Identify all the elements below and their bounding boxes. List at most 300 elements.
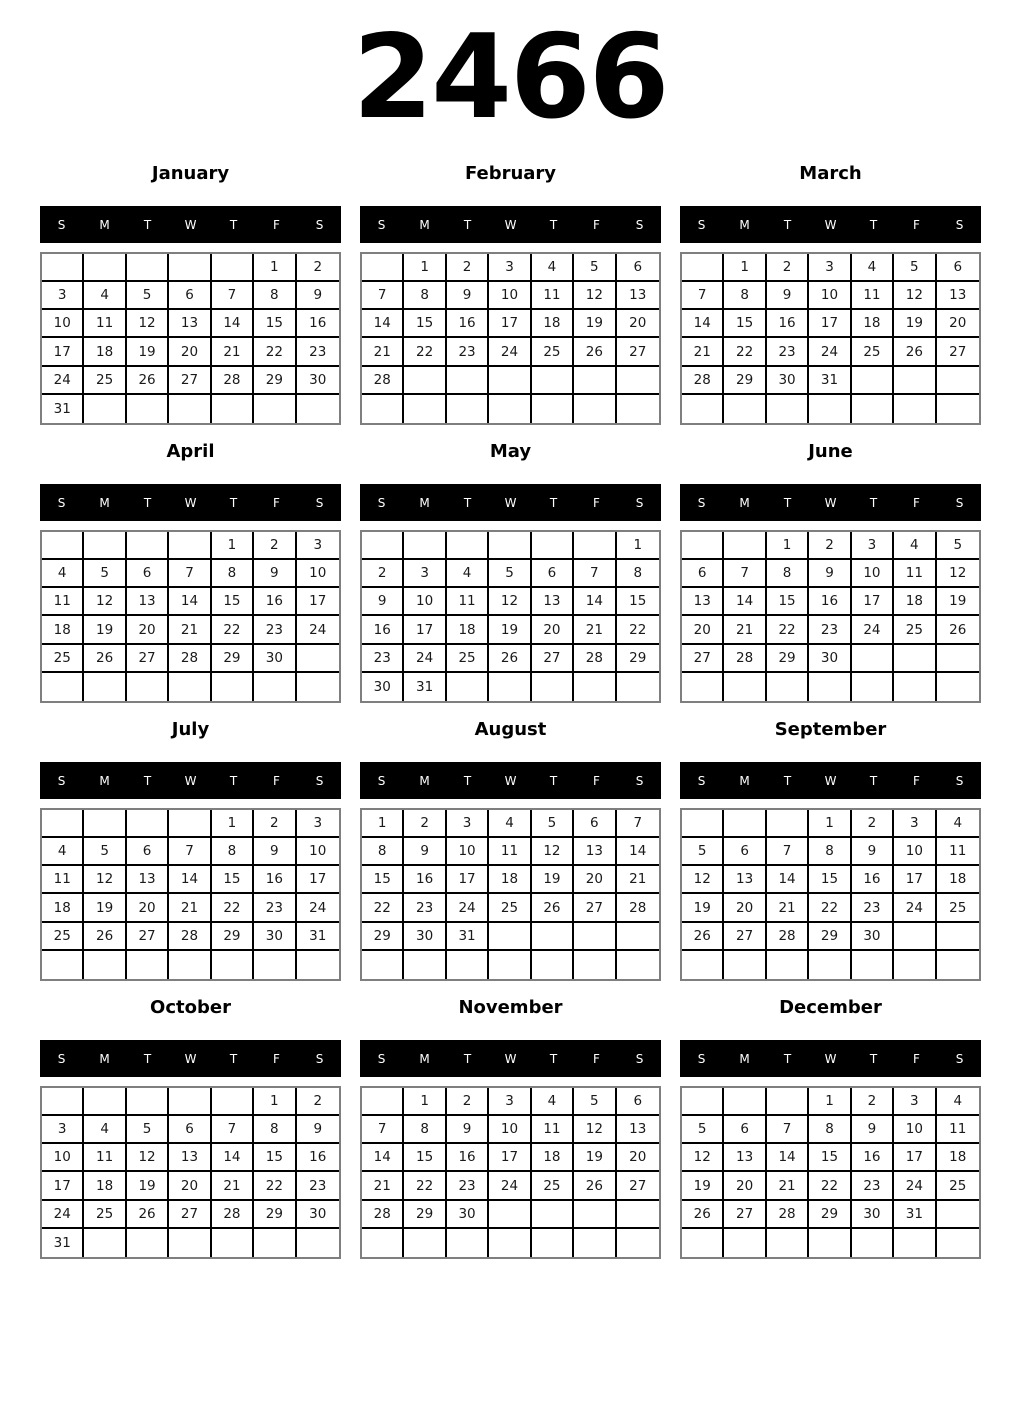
empty-day-cell	[852, 951, 894, 979]
empty-day-cell	[894, 395, 936, 423]
day-cell: 5	[489, 560, 531, 588]
day-cell: 25	[489, 894, 531, 922]
day-cell: 23	[767, 338, 809, 366]
day-cell: 13	[169, 1144, 211, 1172]
day-cell: 30	[767, 367, 809, 395]
empty-day-cell	[297, 673, 339, 701]
day-cell: 20	[169, 1172, 211, 1200]
weekday-label: S	[635, 773, 644, 788]
empty-day-cell	[447, 367, 489, 395]
day-cell: 3	[404, 560, 446, 588]
day-cell: 9	[809, 560, 851, 588]
weekday-label: F	[913, 773, 920, 788]
day-cell: 19	[84, 894, 126, 922]
day-cell: 6	[169, 282, 211, 310]
day-cell: 7	[767, 838, 809, 866]
day-cell: 10	[404, 588, 446, 616]
day-cell: 29	[724, 367, 766, 395]
day-cell: 17	[809, 310, 851, 338]
day-cell: 24	[489, 338, 531, 366]
day-cell: 17	[42, 1172, 84, 1200]
empty-day-cell	[212, 1088, 254, 1116]
weekday-label: W	[184, 1051, 197, 1066]
day-cell: 23	[362, 645, 404, 673]
day-cell: 20	[682, 616, 724, 644]
day-cell: 5	[127, 1116, 169, 1144]
month-block	[360, 989, 661, 1259]
weekday-label: W	[824, 1051, 837, 1066]
empty-day-cell	[852, 1229, 894, 1257]
day-cell: 10	[297, 560, 339, 588]
day-cell: 12	[127, 310, 169, 338]
day-cell: 24	[404, 645, 446, 673]
empty-day-cell	[447, 532, 489, 560]
day-cell: 6	[682, 560, 724, 588]
weekday-label: F	[913, 1051, 920, 1066]
day-cell: 28	[169, 645, 211, 673]
month-title: May	[489, 440, 532, 462]
day-cell: 21	[767, 894, 809, 922]
empty-day-cell	[127, 951, 169, 979]
month-title: August	[474, 718, 547, 740]
day-cell: 22	[254, 1172, 296, 1200]
empty-day-cell	[937, 923, 979, 951]
empty-day-cell	[404, 1229, 446, 1257]
day-cell: 9	[254, 838, 296, 866]
month-block	[360, 155, 661, 425]
day-cell: 21	[617, 866, 659, 894]
day-cell: 3	[489, 1088, 531, 1116]
weekday-label: W	[504, 1051, 517, 1066]
day-cell: 18	[532, 310, 574, 338]
day-cell: 4	[532, 254, 574, 282]
empty-day-cell	[852, 367, 894, 395]
day-cell: 1	[809, 810, 851, 838]
empty-day-cell	[852, 673, 894, 701]
empty-day-cell	[169, 254, 211, 282]
empty-day-cell	[682, 673, 724, 701]
day-cell: 5	[532, 810, 574, 838]
empty-day-cell	[724, 395, 766, 423]
empty-day-cell	[84, 254, 126, 282]
day-cell: 17	[852, 588, 894, 616]
day-cell: 15	[212, 588, 254, 616]
empty-day-cell	[682, 951, 724, 979]
day-cell: 7	[767, 1116, 809, 1144]
empty-day-cell	[169, 532, 211, 560]
day-cell: 24	[894, 1172, 936, 1200]
day-cell: 1	[404, 254, 446, 282]
day-cell: 1	[254, 1088, 296, 1116]
month-grid	[40, 1086, 341, 1259]
day-cell: 13	[617, 282, 659, 310]
day-cell: 22	[767, 616, 809, 644]
day-cell: 29	[404, 1201, 446, 1229]
empty-day-cell	[937, 1201, 979, 1229]
day-cell: 25	[42, 923, 84, 951]
day-cell: 24	[297, 894, 339, 922]
day-cell: 23	[297, 1172, 339, 1200]
day-cell: 1	[724, 254, 766, 282]
day-cell: 9	[852, 838, 894, 866]
weekday-label: T	[143, 773, 152, 788]
day-cell: 16	[809, 588, 851, 616]
month-grid	[40, 808, 341, 981]
day-cell: 3	[894, 810, 936, 838]
weekday-label: M	[419, 217, 430, 232]
day-cell: 18	[532, 1144, 574, 1172]
day-cell: 15	[767, 588, 809, 616]
day-cell: 11	[42, 866, 84, 894]
day-cell: 7	[362, 1116, 404, 1144]
day-cell: 1	[404, 1088, 446, 1116]
day-cell: 23	[297, 338, 339, 366]
empty-day-cell	[532, 1201, 574, 1229]
empty-day-cell	[84, 673, 126, 701]
day-cell: 12	[127, 1144, 169, 1172]
day-cell: 4	[489, 810, 531, 838]
day-cell: 29	[617, 645, 659, 673]
day-cell: 20	[169, 338, 211, 366]
day-cell: 21	[767, 1172, 809, 1200]
day-cell: 11	[894, 560, 936, 588]
day-cell: 18	[84, 1172, 126, 1200]
weekday-label: T	[143, 1051, 152, 1066]
day-cell: 4	[937, 810, 979, 838]
day-cell: 19	[894, 310, 936, 338]
day-cell: 6	[724, 1116, 766, 1144]
day-cell: 11	[84, 1144, 126, 1172]
day-cell: 12	[574, 282, 616, 310]
day-cell: 4	[447, 560, 489, 588]
empty-day-cell	[617, 673, 659, 701]
day-cell: 2	[362, 560, 404, 588]
empty-day-cell	[682, 810, 724, 838]
empty-day-cell	[489, 1229, 531, 1257]
day-cell: 16	[297, 310, 339, 338]
month-block	[680, 989, 981, 1259]
empty-day-cell	[574, 923, 616, 951]
weekday-header-row	[680, 206, 981, 243]
day-cell: 28	[362, 367, 404, 395]
day-cell: 22	[212, 616, 254, 644]
empty-day-cell	[212, 951, 254, 979]
day-cell: 4	[937, 1088, 979, 1116]
empty-day-cell	[169, 810, 211, 838]
day-cell: 17	[894, 866, 936, 894]
weekday-label: F	[273, 773, 280, 788]
weekday-label: S	[377, 217, 386, 232]
day-cell: 2	[447, 254, 489, 282]
empty-day-cell	[127, 254, 169, 282]
day-cell: 1	[212, 810, 254, 838]
day-cell: 6	[617, 254, 659, 282]
weekday-label: S	[57, 495, 66, 510]
day-cell: 20	[574, 866, 616, 894]
empty-day-cell	[84, 1088, 126, 1116]
day-cell: 27	[724, 923, 766, 951]
month-title: January	[151, 162, 230, 184]
empty-day-cell	[489, 923, 531, 951]
day-cell: 27	[169, 1201, 211, 1229]
day-cell: 27	[532, 645, 574, 673]
day-cell: 23	[447, 338, 489, 366]
day-cell: 5	[682, 1116, 724, 1144]
day-cell: 29	[809, 1201, 851, 1229]
day-cell: 31	[404, 673, 446, 701]
weekday-label: M	[739, 773, 750, 788]
weekday-header-row	[360, 1040, 661, 1077]
empty-day-cell	[297, 395, 339, 423]
day-cell: 30	[404, 923, 446, 951]
weekday-label: S	[57, 773, 66, 788]
day-cell: 1	[767, 532, 809, 560]
empty-day-cell	[724, 810, 766, 838]
day-cell: 27	[617, 1172, 659, 1200]
weekday-label: S	[635, 495, 644, 510]
weekday-label: W	[824, 773, 837, 788]
day-cell: 28	[767, 923, 809, 951]
month-grid	[40, 252, 341, 425]
day-cell: 1	[362, 810, 404, 838]
day-cell: 7	[724, 560, 766, 588]
day-cell: 22	[724, 338, 766, 366]
empty-day-cell	[169, 951, 211, 979]
weekday-label: F	[593, 1051, 600, 1066]
day-cell: 11	[937, 838, 979, 866]
empty-day-cell	[852, 395, 894, 423]
day-cell: 13	[682, 588, 724, 616]
day-cell: 14	[574, 588, 616, 616]
weekday-label: F	[593, 495, 600, 510]
empty-day-cell	[489, 395, 531, 423]
weekday-label: W	[824, 495, 837, 510]
empty-day-cell	[489, 951, 531, 979]
day-cell: 21	[574, 616, 616, 644]
day-cell: 17	[447, 866, 489, 894]
weekday-header-row	[40, 1040, 341, 1077]
empty-day-cell	[127, 395, 169, 423]
day-cell: 3	[852, 532, 894, 560]
day-cell: 16	[254, 866, 296, 894]
day-cell: 24	[297, 616, 339, 644]
day-cell: 4	[532, 1088, 574, 1116]
weekday-label: S	[315, 495, 324, 510]
day-cell: 9	[767, 282, 809, 310]
day-cell: 16	[404, 866, 446, 894]
empty-day-cell	[254, 395, 296, 423]
day-cell: 19	[574, 1144, 616, 1172]
day-cell: 14	[169, 588, 211, 616]
day-cell: 26	[84, 645, 126, 673]
day-cell: 17	[297, 588, 339, 616]
day-cell: 13	[617, 1116, 659, 1144]
day-cell: 20	[127, 894, 169, 922]
empty-day-cell	[362, 1229, 404, 1257]
day-cell: 1	[212, 532, 254, 560]
day-cell: 16	[447, 1144, 489, 1172]
empty-day-cell	[127, 1229, 169, 1257]
month-grid	[360, 1086, 661, 1259]
weekday-label: F	[593, 217, 600, 232]
day-cell: 20	[617, 1144, 659, 1172]
day-cell: 20	[127, 616, 169, 644]
day-cell: 18	[447, 616, 489, 644]
month-title: October	[150, 996, 231, 1018]
day-cell: 19	[127, 338, 169, 366]
empty-day-cell	[894, 923, 936, 951]
day-cell: 3	[42, 282, 84, 310]
empty-day-cell	[489, 532, 531, 560]
day-cell: 12	[682, 1144, 724, 1172]
day-cell: 27	[682, 645, 724, 673]
day-cell: 24	[42, 1201, 84, 1229]
day-cell: 29	[767, 645, 809, 673]
day-cell: 22	[809, 894, 851, 922]
empty-day-cell	[937, 951, 979, 979]
empty-day-cell	[767, 673, 809, 701]
day-cell: 13	[574, 838, 616, 866]
day-cell: 30	[809, 645, 851, 673]
day-cell: 26	[574, 338, 616, 366]
empty-day-cell	[574, 367, 616, 395]
empty-day-cell	[617, 395, 659, 423]
day-cell: 8	[404, 282, 446, 310]
empty-day-cell	[617, 1229, 659, 1257]
empty-day-cell	[682, 532, 724, 560]
day-cell: 2	[852, 1088, 894, 1116]
day-cell: 16	[767, 310, 809, 338]
day-cell: 25	[852, 338, 894, 366]
empty-day-cell	[617, 367, 659, 395]
day-cell: 8	[767, 560, 809, 588]
empty-day-cell	[42, 673, 84, 701]
empty-day-cell	[84, 1229, 126, 1257]
day-cell: 23	[404, 894, 446, 922]
empty-day-cell	[404, 395, 446, 423]
weekday-label: F	[273, 217, 280, 232]
day-cell: 22	[809, 1172, 851, 1200]
empty-day-cell	[84, 395, 126, 423]
day-cell: 9	[852, 1116, 894, 1144]
month-block	[680, 433, 981, 703]
day-cell: 25	[532, 338, 574, 366]
month-title: March	[799, 162, 862, 184]
day-cell: 26	[532, 894, 574, 922]
empty-day-cell	[937, 395, 979, 423]
day-cell: 23	[254, 894, 296, 922]
month-block	[360, 433, 661, 703]
day-cell: 2	[297, 254, 339, 282]
empty-day-cell	[894, 673, 936, 701]
empty-day-cell	[362, 254, 404, 282]
day-cell: 14	[169, 866, 211, 894]
empty-day-cell	[532, 1229, 574, 1257]
empty-day-cell	[297, 951, 339, 979]
empty-day-cell	[617, 923, 659, 951]
day-cell: 18	[852, 310, 894, 338]
day-cell: 15	[362, 866, 404, 894]
day-cell: 12	[574, 1116, 616, 1144]
day-cell: 1	[809, 1088, 851, 1116]
weekday-label: S	[57, 217, 66, 232]
day-cell: 24	[447, 894, 489, 922]
day-cell: 7	[169, 838, 211, 866]
empty-day-cell	[532, 367, 574, 395]
day-cell: 7	[169, 560, 211, 588]
empty-day-cell	[767, 951, 809, 979]
day-cell: 3	[489, 254, 531, 282]
day-cell: 25	[84, 367, 126, 395]
weekday-label: S	[635, 1051, 644, 1066]
day-cell: 4	[84, 1116, 126, 1144]
day-cell: 8	[724, 282, 766, 310]
weekday-label: T	[869, 217, 878, 232]
weekday-label: M	[419, 773, 430, 788]
day-cell: 15	[809, 1144, 851, 1172]
day-cell: 29	[212, 645, 254, 673]
day-cell: 19	[574, 310, 616, 338]
empty-day-cell	[42, 951, 84, 979]
weekday-label: T	[143, 217, 152, 232]
day-cell: 1	[617, 532, 659, 560]
day-cell: 7	[212, 282, 254, 310]
day-cell: 30	[362, 673, 404, 701]
day-cell: 19	[937, 588, 979, 616]
empty-day-cell	[532, 395, 574, 423]
day-cell: 17	[489, 1144, 531, 1172]
empty-day-cell	[852, 645, 894, 673]
month-grid	[680, 530, 981, 703]
month-title: April	[166, 440, 215, 462]
day-cell: 12	[489, 588, 531, 616]
day-cell: 10	[809, 282, 851, 310]
day-cell: 9	[447, 1116, 489, 1144]
day-cell: 24	[809, 338, 851, 366]
day-cell: 21	[682, 338, 724, 366]
day-cell: 31	[297, 923, 339, 951]
day-cell: 28	[617, 894, 659, 922]
day-cell: 28	[212, 367, 254, 395]
empty-day-cell	[809, 395, 851, 423]
day-cell: 3	[894, 1088, 936, 1116]
day-cell: 27	[127, 645, 169, 673]
day-cell: 6	[617, 1088, 659, 1116]
empty-day-cell	[212, 673, 254, 701]
day-cell: 24	[852, 616, 894, 644]
empty-day-cell	[894, 367, 936, 395]
day-cell: 2	[297, 1088, 339, 1116]
day-cell: 28	[169, 923, 211, 951]
day-cell: 11	[852, 282, 894, 310]
day-cell: 2	[447, 1088, 489, 1116]
day-cell: 14	[682, 310, 724, 338]
day-cell: 19	[682, 1172, 724, 1200]
empty-day-cell	[127, 1088, 169, 1116]
weekday-label: W	[504, 217, 517, 232]
weekday-label: S	[635, 217, 644, 232]
weekday-label: T	[783, 773, 792, 788]
empty-day-cell	[937, 673, 979, 701]
weekday-label: W	[824, 217, 837, 232]
weekday-label: S	[377, 773, 386, 788]
day-cell: 10	[852, 560, 894, 588]
empty-day-cell	[42, 810, 84, 838]
day-cell: 21	[724, 616, 766, 644]
day-cell: 31	[809, 367, 851, 395]
day-cell: 18	[937, 1144, 979, 1172]
day-cell: 21	[362, 338, 404, 366]
